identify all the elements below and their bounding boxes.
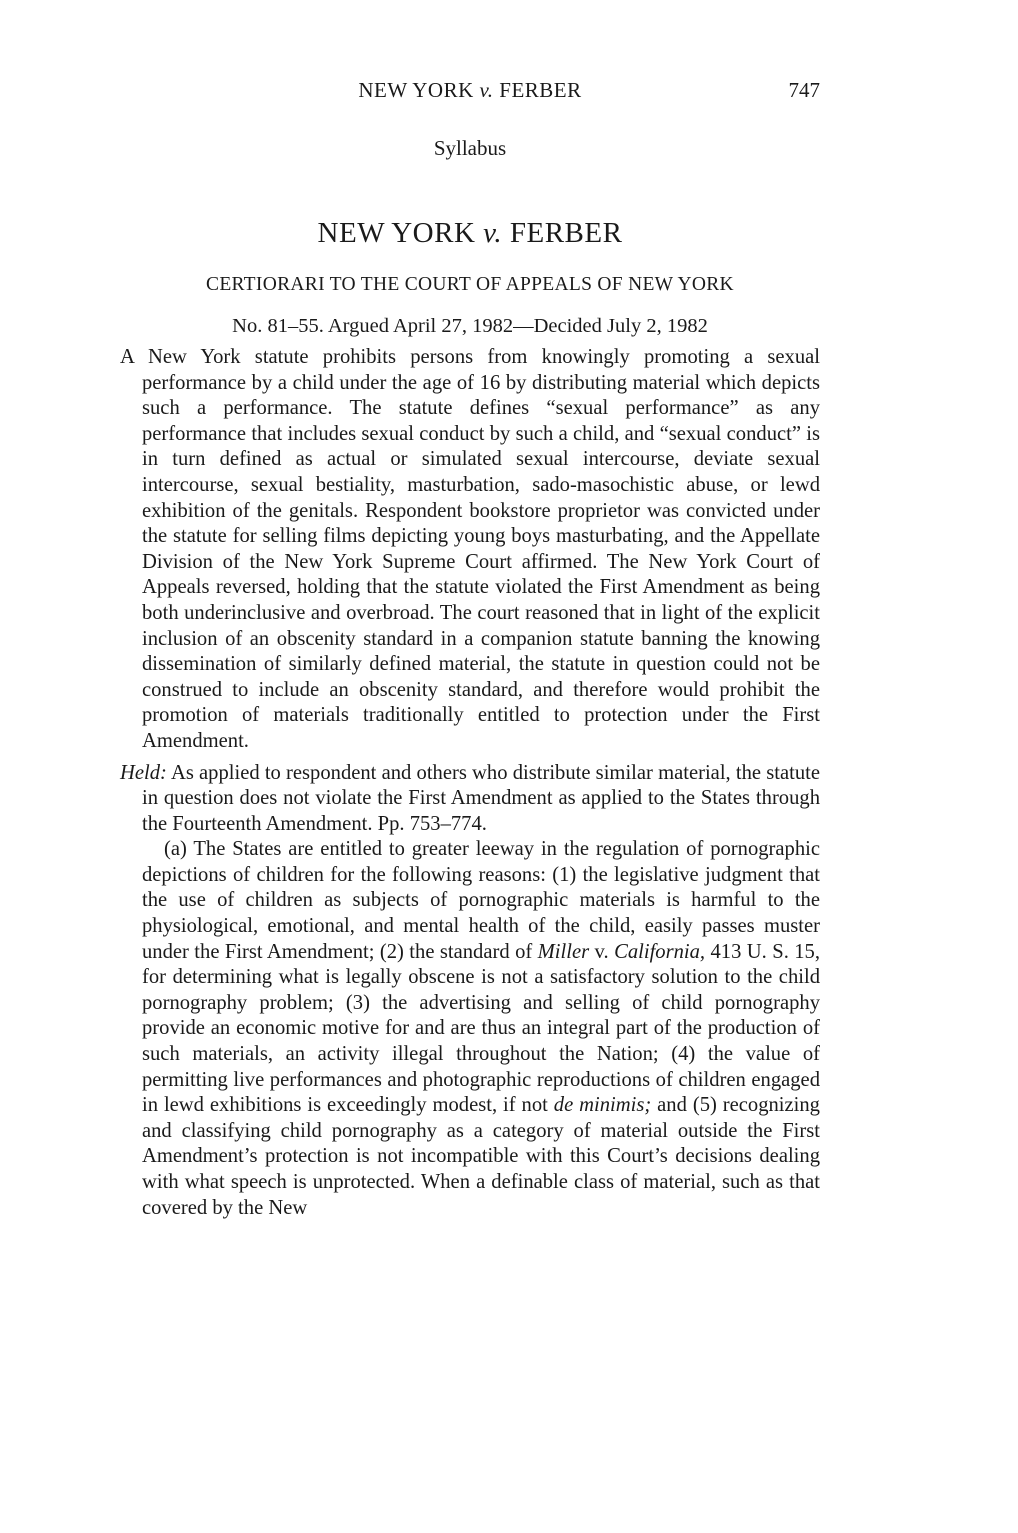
certiorari-line: CERTIORARI TO THE COURT OF APPEALS OF NEW YORK bbox=[206, 274, 734, 295]
running-title-prefix: NEW YORK bbox=[358, 78, 480, 102]
running-head bbox=[120, 78, 820, 108]
running-title-suffix: FERBER bbox=[493, 78, 582, 102]
de-minimis-term: de minimis; bbox=[553, 1094, 652, 1117]
syllabus-body bbox=[120, 345, 820, 1221]
docket-line: No. 81–55. Argued April 27, 1982—Decided July 2, 1982 bbox=[232, 315, 708, 337]
case-versus: v. bbox=[589, 940, 615, 963]
point-a-text-2: 413 U. S. 15, for determining what is legally obscene is not a satisfactory solution to the child pornography problem; (3) the advertising and selling of child pornography provide an economic motive for and are thus an integral part of the production of such materials, an activity illegal throughout the Nation; (4) the value of permitting live performances and photographic reproductions of children engaged in lewd exhibitions is exceedingly modest, if not bbox=[142, 940, 821, 1117]
page-number: 747 bbox=[788, 78, 820, 102]
case-title-suffix: FERBER bbox=[502, 217, 623, 249]
case-title-prefix: NEW YORK bbox=[317, 217, 484, 249]
point-a-text-1: (a) The States are entitled to greater leeway in the regulation of pornographic depictions of children for the following reasons: (1) the legislative judgment that the use of children as subjects of pornographic materials is harmful to the physiological, emotional, and mental health of the child, easily passes muster under the First Amendment; (2) the standard of bbox=[142, 838, 820, 963]
running-title bbox=[120, 78, 820, 103]
case-title bbox=[120, 217, 820, 250]
section-label: Syllabus bbox=[433, 136, 507, 160]
held-text: As applied to respondent and others who distribute similar material, the statute in question does not violate the First Amendment as applied to the States through the Fourteenth Amendment. Pp. 753–774. bbox=[142, 761, 820, 835]
case-name-california: California, bbox=[614, 940, 706, 963]
held-label: Held: bbox=[120, 761, 167, 784]
point-a-paragraph bbox=[120, 837, 820, 1221]
held-paragraph bbox=[120, 761, 820, 838]
case-title-v: v. bbox=[483, 217, 503, 249]
case-name-miller: Miller bbox=[537, 940, 590, 963]
running-title-v: v. bbox=[479, 78, 494, 102]
summary-paragraph: A New York statute prohibits persons from knowingly promoting a sexual performance by a child under the age of 16 by distributing material which depicts such a performance. The statute defines “sexual performance” as any performance that includes sexual conduct by such a child, and “sexual conduct” is in turn defined as actual or simulated sexual intercourse, deviate sexual intercourse, sexual bestiality, masturbation, sado-masochistic abuse, or lewd exhibition of the genitals. Respondent bookstore proprietor was convicted under the statute for selling films depicting young boys masturbating, and the Appellate Division of the New York Supreme Court affirmed. The New York Court of Appeals reversed, holding that the statute violated the First Amendment as being both underinclusive and overbroad. The court reasoned that in light of the explicit inclusion of an obscenity standard in a companion statute banning the knowing dissemination of similarly defined material, the statute in question could not be construed to include an obscenity standard, and therefore would prohibit the promotion of materials traditionally entitled to protection under the First Amendment. bbox=[120, 346, 820, 752]
point-a-text-3: and (5) recognizing and classifying child pornography as a category of material outside the First Amendment’s protection is not incompatible with this Court’s decisions dealing with what speech is unprotected. When a definable class of material, such as that covered by the New bbox=[142, 1094, 820, 1219]
